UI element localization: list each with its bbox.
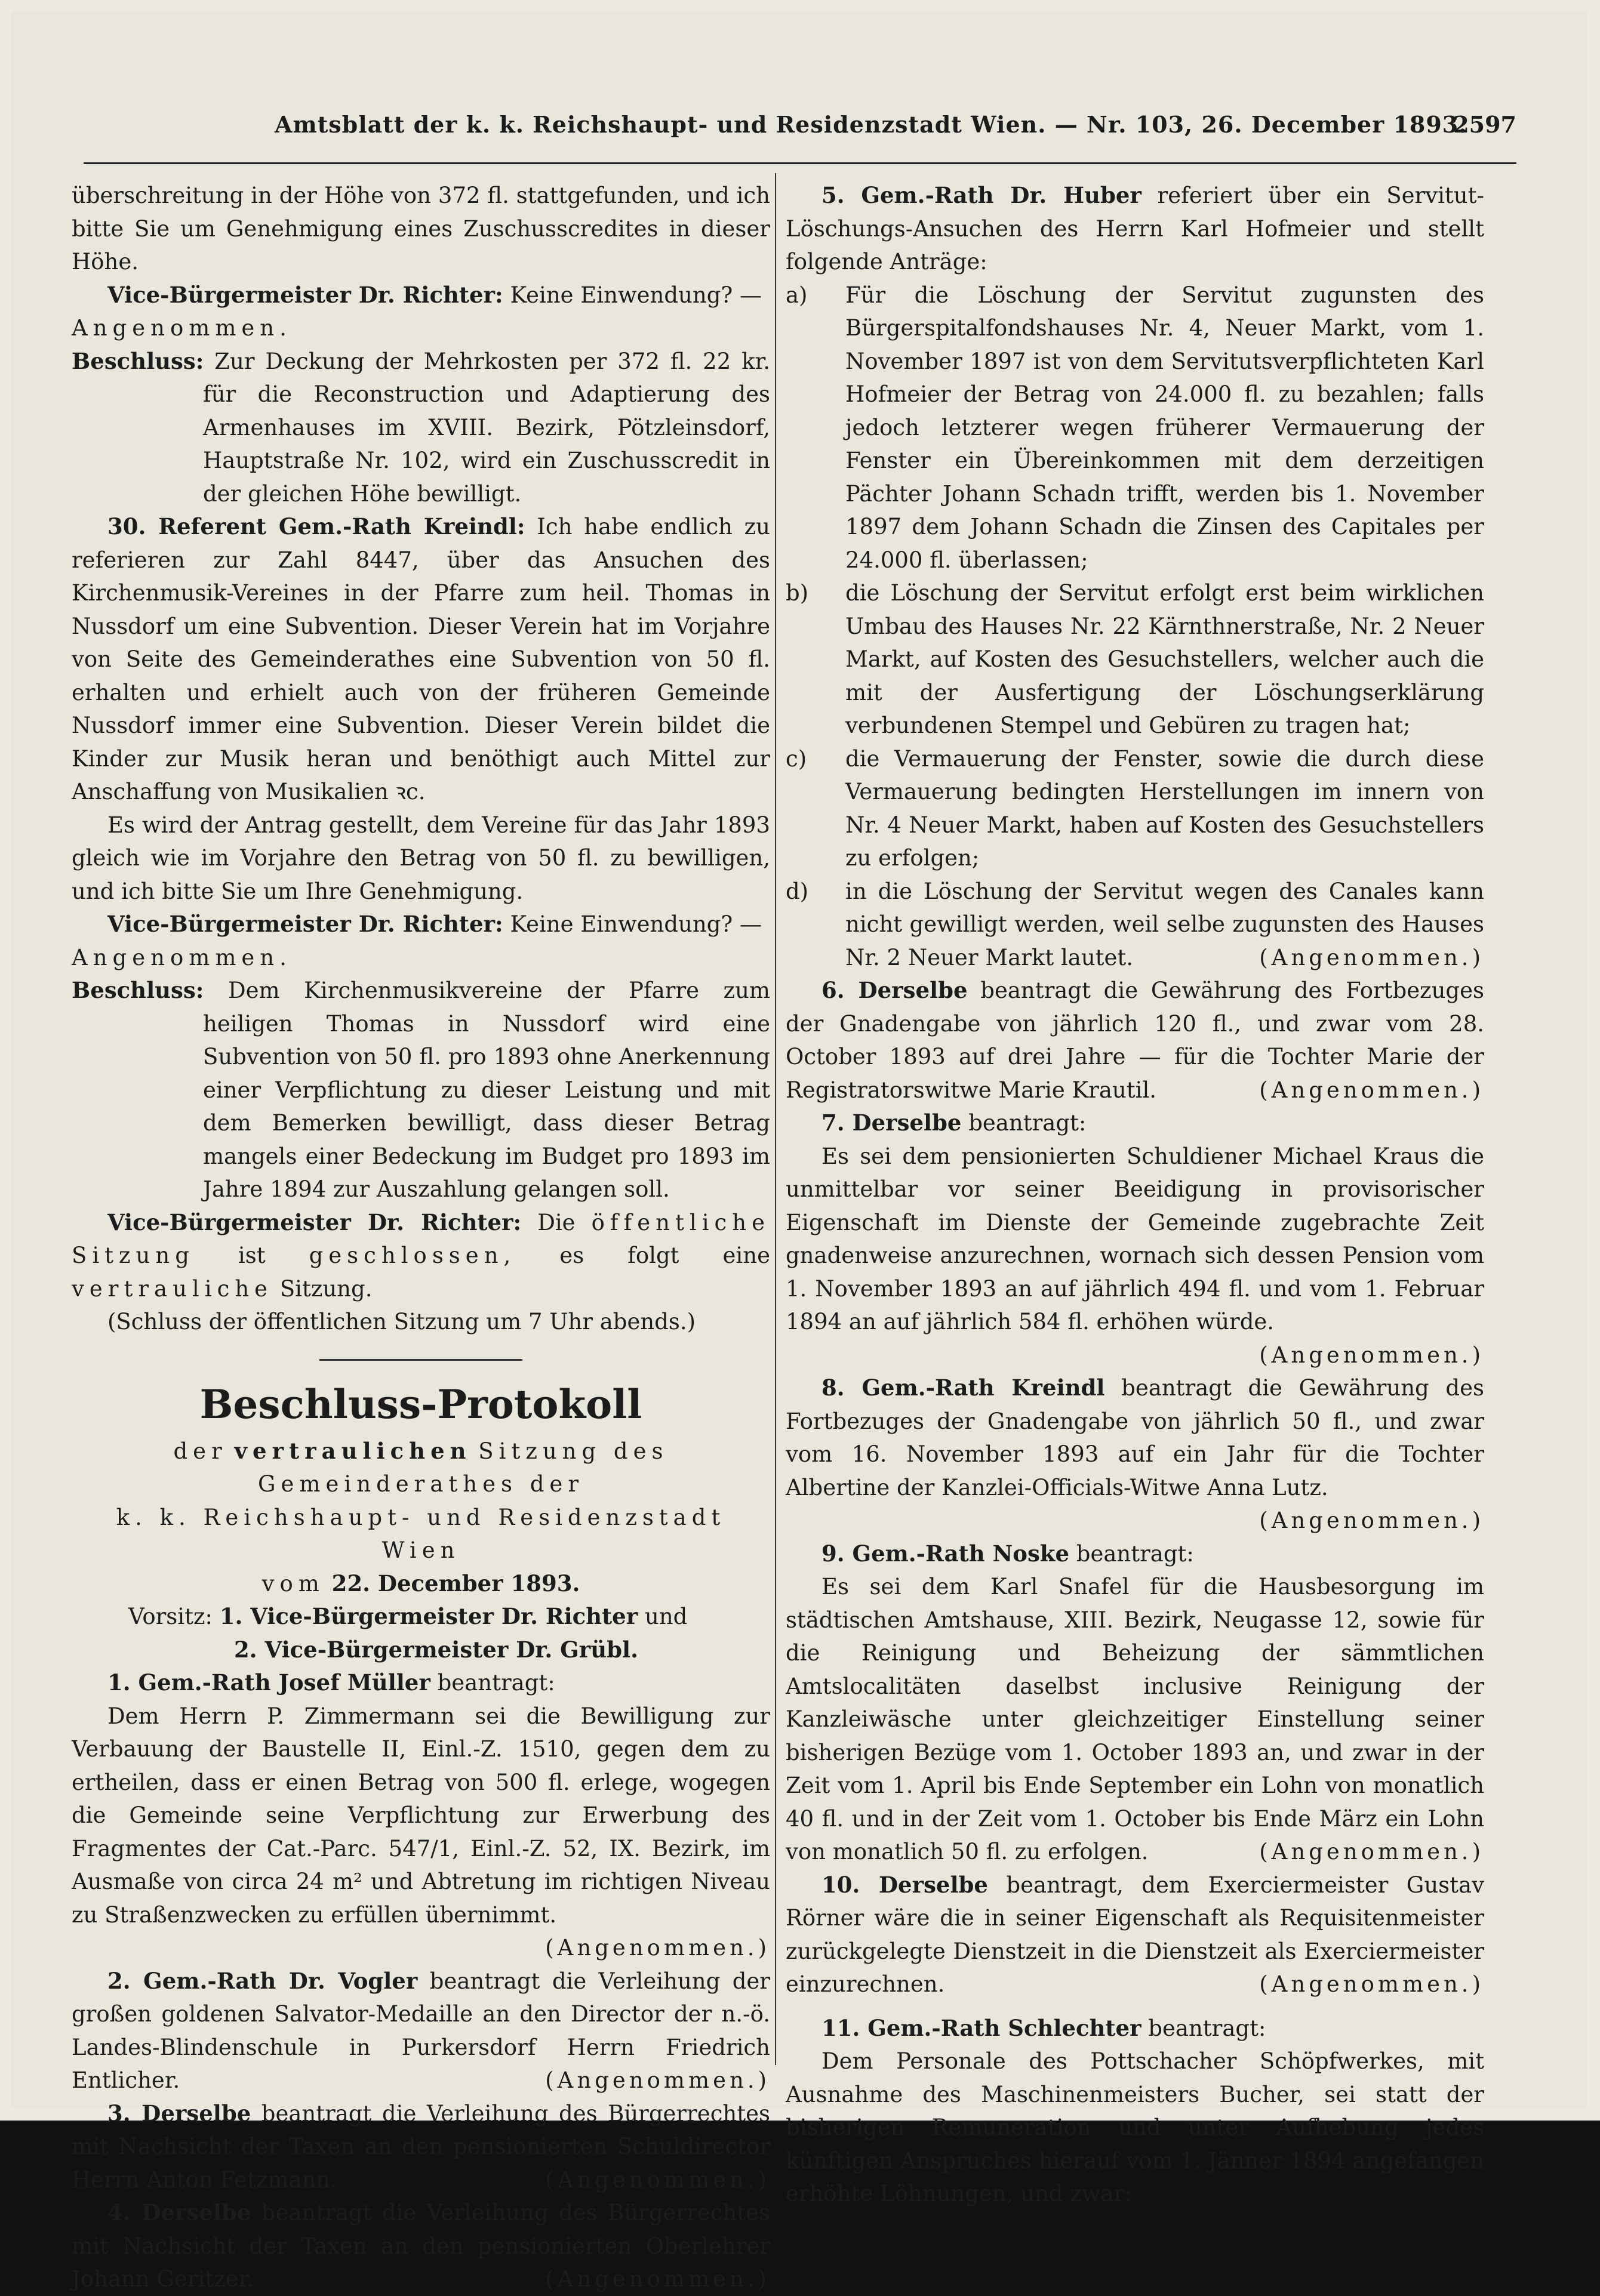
speech: ist bbox=[238, 1243, 266, 1268]
resolution bbox=[72, 345, 770, 511]
date-value: 22. December 1893. bbox=[331, 1570, 580, 1597]
resolution-label: Beschluss: bbox=[72, 977, 204, 1003]
list-text: die Vermauerung der Fenster, sowie die durch diese Vermauerung bedingten Herstellungen im innern von Nr. 4 Neuer Markt, haben auf Kosten des Gesuchstellers zu erfolgen; bbox=[845, 745, 1484, 871]
list-label: b) bbox=[786, 580, 809, 606]
speech-spaced: Sitzung bbox=[72, 1243, 195, 1268]
item-head: 9. Gem.-Rath Noske bbox=[821, 1540, 1069, 1567]
item-head: 6. Derselbe bbox=[821, 977, 968, 1003]
speech: es folgt eine bbox=[559, 1243, 770, 1268]
list-text: in die Löschung der Servitut wegen des Canales kann nicht gewilligt werden, weil selbe zugunsten des Hauses Nr. 2 Neuer Markt lautet. bbox=[845, 878, 1484, 970]
item-head: 2. Gem.-Rath Dr. Vogler bbox=[107, 1967, 418, 1994]
left-column bbox=[72, 179, 770, 2296]
protocol-title: Beschluss-Protokoll bbox=[199, 1380, 642, 1428]
paragraph: Es wird der Antrag gestellt, dem Vereine für das Jahr 1893 gleich wie im Vorjahre den Betrag von 50 fl. zu bewilligen, und ich bitte Sie um Ihre Genehmigung. bbox=[72, 812, 770, 904]
page-header bbox=[84, 106, 1516, 148]
agenda-item bbox=[786, 1869, 1484, 2001]
date-prefix: vom bbox=[261, 1570, 325, 1597]
item-verb: beantragt: bbox=[968, 1110, 1087, 1136]
list-item bbox=[786, 279, 1484, 577]
item-body: beantragt, dem Exerciermeister Gustav Rörner wäre die in seiner Eigenschaft als Requisitenmeister zurückgelegte Dienstzeit in die Dienstzeit als Exerciermeister einzurechnen. bbox=[786, 1872, 1484, 1997]
list-label: d) bbox=[786, 878, 809, 904]
protocol-date bbox=[72, 1567, 770, 1601]
list-label: c) bbox=[786, 745, 807, 772]
result: (Angenommen.) bbox=[1259, 1342, 1484, 1368]
item-head: 8. Gem.-Rath Kreindl bbox=[821, 1374, 1105, 1401]
subtitle-text: Sitzung des Gemeinderathes der bbox=[257, 1438, 669, 1497]
item-text: Ich habe endlich zu referieren zur Zahl 8447, über das Ansuchen des Kirchenmusik-Vereines in der Pfarre zum heil. Thomas in Nussdorf um eine Subvention. Dieser Verein hat im Vorjahre von Seite des Gemeinderathes eine Subvention von 50 fl. erhalten und erhielt auch von der früheren Gemeinde Nussdorf immer eine Subvention. Dieser Verein bildet die Kinder zur Musik heran und benöthigt auch Mittel zur Anschaffung von Musikalien ꝛc. bbox=[72, 514, 770, 805]
speaker-line bbox=[72, 279, 770, 312]
speaker: Vice-Bürgermeister Dr. Richter: bbox=[107, 281, 503, 308]
speech-spaced: öffentliche bbox=[591, 1209, 770, 1235]
chair-line bbox=[72, 1600, 770, 1634]
agenda-item bbox=[786, 2012, 1484, 2045]
resolution-text: Zur Deckung der Mehrkosten per 372 fl. 22 kr. für die Reconstruction und Adaptierung des Armenhauses im XVIII. Bezirk, Pötzleinsdorf, Hauptstraße Nr. 102, wird ein Zuschusscredit in der gleichen Höhe bewilligt. bbox=[203, 348, 770, 507]
agenda-item bbox=[72, 2196, 770, 2296]
item-body: beantragt die Gewährung des Fortbezuges der Gnadengabe von jährlich 50 fl., und zwar vom 16. November 1893 auf ein Jahr für die Tochter Albertine der Kanzlei-Officials-Witwe Anna Lutz. bbox=[786, 1375, 1484, 1500]
right-column bbox=[786, 179, 1484, 2211]
agenda-item bbox=[72, 1965, 770, 2097]
agenda-item bbox=[72, 510, 770, 809]
list-item bbox=[786, 875, 1484, 975]
header-title: Amtsblatt der k. k. Reichshaupt- und Residenzstadt Wien. — Nr. 103, 26. December 1893. bbox=[275, 111, 1467, 138]
agenda-item bbox=[72, 2097, 770, 2197]
speaker: Vice-Bürgermeister Dr. Richter: bbox=[107, 1209, 522, 1235]
protocol-subtitle: k. k. Reichshaupt- und Residenzstadt Wien bbox=[116, 1504, 726, 1563]
item-text bbox=[72, 1700, 770, 1965]
resolution-text: Dem Kirchenmusikvereine der Pfarre zum heiligen Thomas in Nussdorf wird eine Subvention von 50 fl. pro 1893 ohne Anerkennung einer Verpflichtung zu dieser Leistung und mit dem Bemerken bewilligt, dass dieser Betrag mangels einer Bedeckung im Budget pro 1893 im Jahre 1894 zur Auszahlung gelangen soll. bbox=[203, 978, 771, 1202]
speech-spaced: vertrauliche bbox=[72, 1275, 273, 1302]
result: Angenommen. bbox=[72, 944, 292, 970]
item-body: Dem Herrn P. Zimmermann sei die Bewilligung zur Verbauung der Baustelle II, Einl.-Z. 1510, gegen dem zu ertheilen, dass er einen Betrag von 500 fl. erlege, wogegen die Gemeinde seine Verpflichtung zur Erwerbung des Fragmentes der Cat.-Parc. 547/1, Einl.-Z. 52, IX. Bezirk, im Ausmaße von circa 24 m² und Abtretung im richtigen Niveau zu Straßenzwecken zu erfüllen übernimmt. bbox=[72, 1703, 770, 1928]
item-head: 10. Derselbe bbox=[821, 1871, 988, 1898]
item-body: beantragt die Verleihung des Bürgerrechtes mit Nachsicht der Taxen an den pensionierten Schuldirector Herrn Anton Fetzmann. bbox=[72, 2100, 770, 2193]
chair-1: 1. Vice-Bürgermeister Dr. Richter bbox=[219, 1603, 638, 1629]
subtitle-emph: vertraulichen bbox=[234, 1437, 472, 1464]
resolution-label: Beschluss: bbox=[72, 347, 204, 374]
item-body: beantragt die Verleihung des Bürgerrechtes mit Nachsicht der Taxen an den pensionierten Oberlehrer Johann Geritzer. bbox=[72, 2200, 770, 2292]
page-number: 2597 bbox=[1453, 111, 1516, 138]
item-head: 1. Gem.-Rath Josef Müller bbox=[107, 1669, 430, 1696]
resolution bbox=[72, 974, 770, 1206]
result: (Angenommen.) bbox=[545, 2166, 770, 2193]
chair-2: 2. Vice-Bürgermeister Dr. Grübl. bbox=[234, 1636, 638, 1663]
item-head: 11. Gem.-Rath Schlechter bbox=[821, 2014, 1141, 2041]
item-verb: beantragt: bbox=[1076, 1540, 1194, 1567]
list-label: a) bbox=[786, 282, 808, 308]
agenda-item bbox=[786, 1537, 1484, 1571]
item-text bbox=[786, 1140, 1484, 1372]
item-text bbox=[786, 1570, 1484, 1869]
result: (Angenommen.) bbox=[1259, 1839, 1484, 1864]
result: (Angenommen.) bbox=[1259, 1508, 1484, 1533]
agenda-item bbox=[72, 1666, 770, 1700]
item-text: Dem Personale des Pottschacher Schöpfwerkes, mit Ausnahme des Maschinenmeisters Bucher, sei statt der bisherigen Remuneration und unter Aufhebung jedes künftigen Anspruches hierauf vom 1. Jänner 1894 angefangen erhöhte Löhnungen, und zwar: bbox=[786, 2048, 1484, 2206]
result: (Angenommen.) bbox=[545, 2266, 770, 2292]
item-head: 3. Derselbe bbox=[107, 2100, 251, 2127]
list-text: Für die Löschung der Servitut zugunsten des Bürgerspitalfondshauses Nr. 4, Neuer Markt, vom 1. November 1897 ist von dem Servitutsverpflichteten Karl Hofmeier der Betrag von 24.000 fl. zu bezahlen; falls jedoch letzterer wegen früherer Vermauerung der Fenster ein Übereinkommen mit dem derzeitigen Pächter Johann Schadn trifft, werden bis 1. November 1897 dem Johann Schadn die Zinsen des Capitales per 24.000 fl. überlassen; bbox=[845, 282, 1484, 573]
column-divider bbox=[775, 173, 776, 2065]
paragraph: überschreitung in der Höhe von 372 fl. stattgefunden, und ich bitte Sie um Genehmigung eines Zuschusscredites in dieser Höhe. bbox=[72, 183, 770, 275]
item-head: 30. Referent Gem.-Rath Kreindl: bbox=[107, 513, 525, 540]
item-verb: beantragt: bbox=[437, 1670, 555, 1696]
header-rule bbox=[84, 162, 1516, 164]
result: (Angenommen.) bbox=[545, 2067, 770, 2093]
item-body: Es sei dem Karl Snafel für die Hausbesorgung im städtischen Amtshause, XIII. Bezirk, Neugasse 12, sowie für die Reinigung und Beheizung der sämmtlichen Amtslocalitäten daselbst inclusive Reinigung der Kanzleiwäsche unter gleichzeitiger Einstellung seiner bisherigen Bezüge vom 1. October 1893 an, und zwar in der Zeit vom 1. April bis Ende September ein Lohn von monatlich 40 fl. und in der Zeit vom 1. October bis Ende März ein Lohn von monatlich 50 fl. zu erfolgen. bbox=[786, 1574, 1484, 1864]
item-head: 7. Derselbe bbox=[821, 1110, 962, 1136]
item-body: Es sei dem pensionierten Schuldiener Michael Kraus die unmittelbar vor seiner Beeidigung in provisorischer Eigenschaft im Dienste der Gemeinde zugebrachte Zeit gnadenweise anzurechnen, wornach sich dessen Pension vom 1. November 1893 an auf jährlich 494 fl. und vom 1. Februar 1894 an auf jährlich 584 fl. erhöhen würde. bbox=[786, 1143, 1484, 1335]
chair-und: und bbox=[644, 1604, 688, 1629]
closing-note: (Schluss der öffentlichen Sitzung um 7 Uhr abends.) bbox=[107, 1309, 696, 1335]
subtitle-text: der bbox=[173, 1438, 227, 1464]
speech: Keine Einwendung? — bbox=[510, 911, 762, 937]
speech: Sitzung. bbox=[279, 1275, 373, 1302]
chair-label: Vorsitz: bbox=[128, 1604, 213, 1629]
item-head: 5. Gem.-Rath Dr. Huber bbox=[821, 182, 1141, 208]
item-body: referiert über ein Servitut-Löschungs-Ansuchen des Herrn Karl Hofmeier und stellt folgende Anträge: bbox=[786, 183, 1484, 275]
speech-spaced: geschlossen, bbox=[309, 1243, 516, 1268]
protocol-subtitle bbox=[72, 1435, 770, 1501]
result: (Angenommen.) bbox=[545, 1935, 770, 1961]
speech: Die bbox=[537, 1209, 576, 1235]
item-verb: beantragt: bbox=[1148, 2015, 1266, 2041]
list-item bbox=[786, 742, 1484, 875]
speaker-line bbox=[72, 908, 770, 941]
item-head: 4. Derselbe bbox=[107, 2199, 251, 2226]
list-item bbox=[786, 577, 1484, 742]
result: (Angenommen.) bbox=[1259, 944, 1484, 970]
speaker: Vice-Bürgermeister Dr. Richter: bbox=[107, 911, 503, 937]
item-body: beantragt die Gewährung des Fortbezuges der Gnadengabe von jährlich 120 fl., und zwar vom 28. October 1893 auf drei Jahre — für die Tochter Marie der Registratorswitwe Marie Krautil. bbox=[786, 978, 1484, 1103]
agenda-item bbox=[786, 179, 1484, 279]
result: Angenommen. bbox=[72, 315, 292, 341]
agenda-item bbox=[786, 974, 1484, 1107]
item-body: beantragt die Verleihung der großen goldenen Salvator-Medaille an den Director der n.-ö. Landes-Blindenschule in Purkersdorf Herrn Friedrich Entlicher. bbox=[72, 1968, 770, 2093]
speaker-line bbox=[72, 1206, 770, 1306]
result: (Angenommen.) bbox=[1259, 1077, 1484, 1103]
section-rule bbox=[319, 1359, 522, 1361]
list-text: die Löschung der Servitut erfolgt erst beim wirklichen Umbau des Hauses Nr. 22 Kärnthnerstraße, Nr. 2 Neuer Markt, auf Kosten des Gesuchstellers, welcher auch die mit der Ausfertigung der Löschungserklärung verbundenen Stempel und Gebüren zu tragen hat; bbox=[845, 580, 1484, 738]
agenda-item bbox=[786, 1107, 1484, 1140]
result: (Angenommen.) bbox=[1259, 1971, 1484, 1997]
agenda-item bbox=[786, 1372, 1484, 1537]
speech: Keine Einwendung? — bbox=[510, 282, 762, 308]
